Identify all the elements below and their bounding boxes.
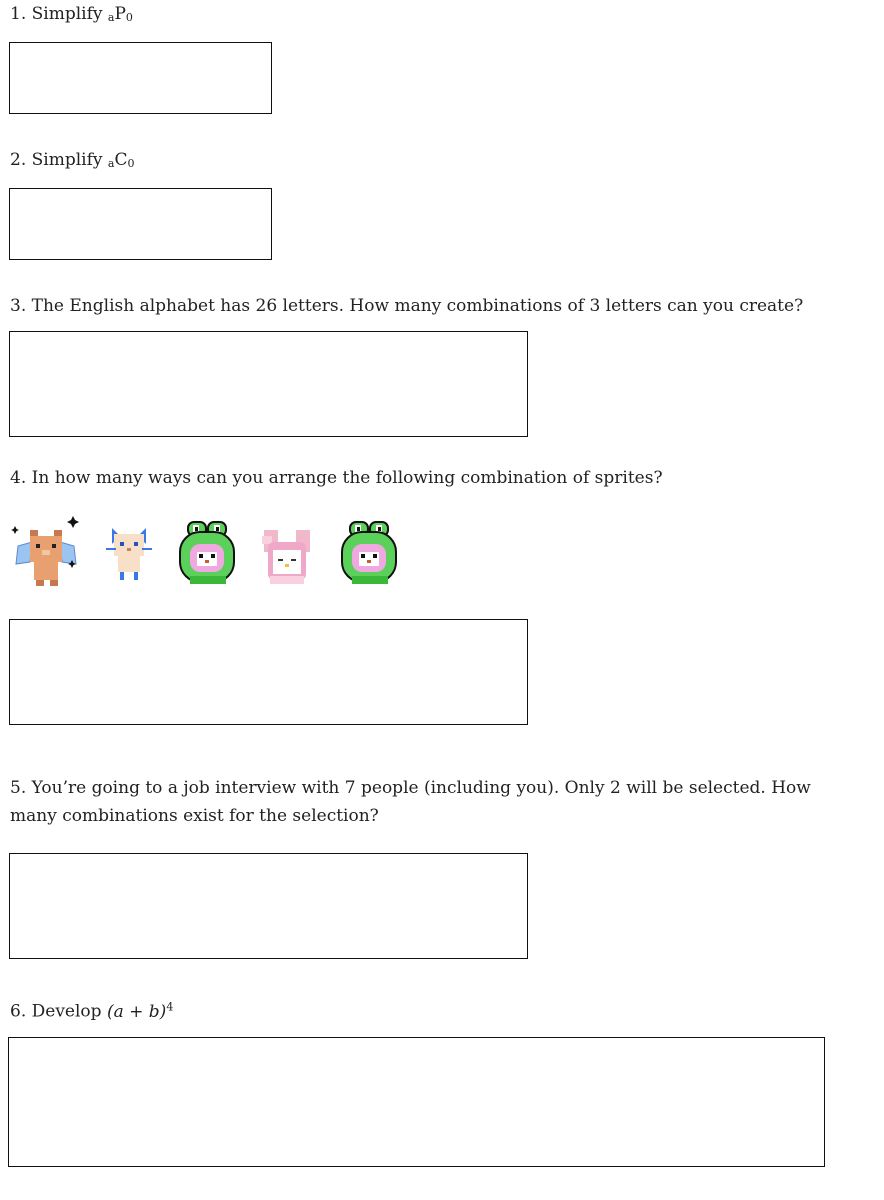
question-2-text: Simplify	[31, 150, 103, 170]
question-5-text: You’re going to a job interview with 7 people (including you). Only 2 will be selected. How many combinations exist for the selection?	[10, 778, 811, 826]
question-1-text: Simplify	[31, 4, 103, 24]
question-3-text: The English alphabet has 26 letters. How many combinations of 3 letters can you create?	[31, 296, 804, 316]
question-1-number: 1.	[10, 4, 27, 24]
answer-box-1[interactable]	[9, 42, 272, 114]
question-6-text: Develop	[31, 1001, 102, 1022]
question-6-expression: $(a + b)^4$	[106, 1000, 174, 1022]
answer-box-2[interactable]	[9, 188, 272, 260]
answer-box-4[interactable]	[9, 619, 528, 725]
answer-box-5[interactable]	[9, 853, 528, 959]
frog-hood-sprite	[336, 516, 408, 592]
bear-fairy-sprite	[10, 516, 82, 592]
question-6-number: 6.	[10, 1001, 27, 1022]
question-6	[10, 993, 173, 1026]
answer-box-3[interactable]	[9, 331, 528, 437]
answer-box-6[interactable]	[8, 1037, 825, 1167]
question-1	[10, 0, 133, 30]
question-2	[10, 146, 134, 176]
frog-hood-sprite	[174, 516, 246, 592]
question-4-text: In how many ways can you arrange the following combination of sprites?	[31, 468, 663, 488]
question-5-number: 5.	[10, 778, 27, 798]
question-3	[10, 292, 803, 320]
question-2-number: 2.	[10, 150, 27, 170]
question-5	[10, 774, 840, 830]
question-4-number: 4.	[10, 468, 27, 488]
question-3-number: 3.	[10, 296, 27, 316]
blue-cat-sprite	[100, 516, 172, 592]
question-2-combination: aC0	[107, 150, 135, 170]
pink-bunny-sprite	[256, 516, 328, 592]
question-4	[10, 464, 663, 492]
question-1-permutation: aP0	[107, 4, 133, 24]
